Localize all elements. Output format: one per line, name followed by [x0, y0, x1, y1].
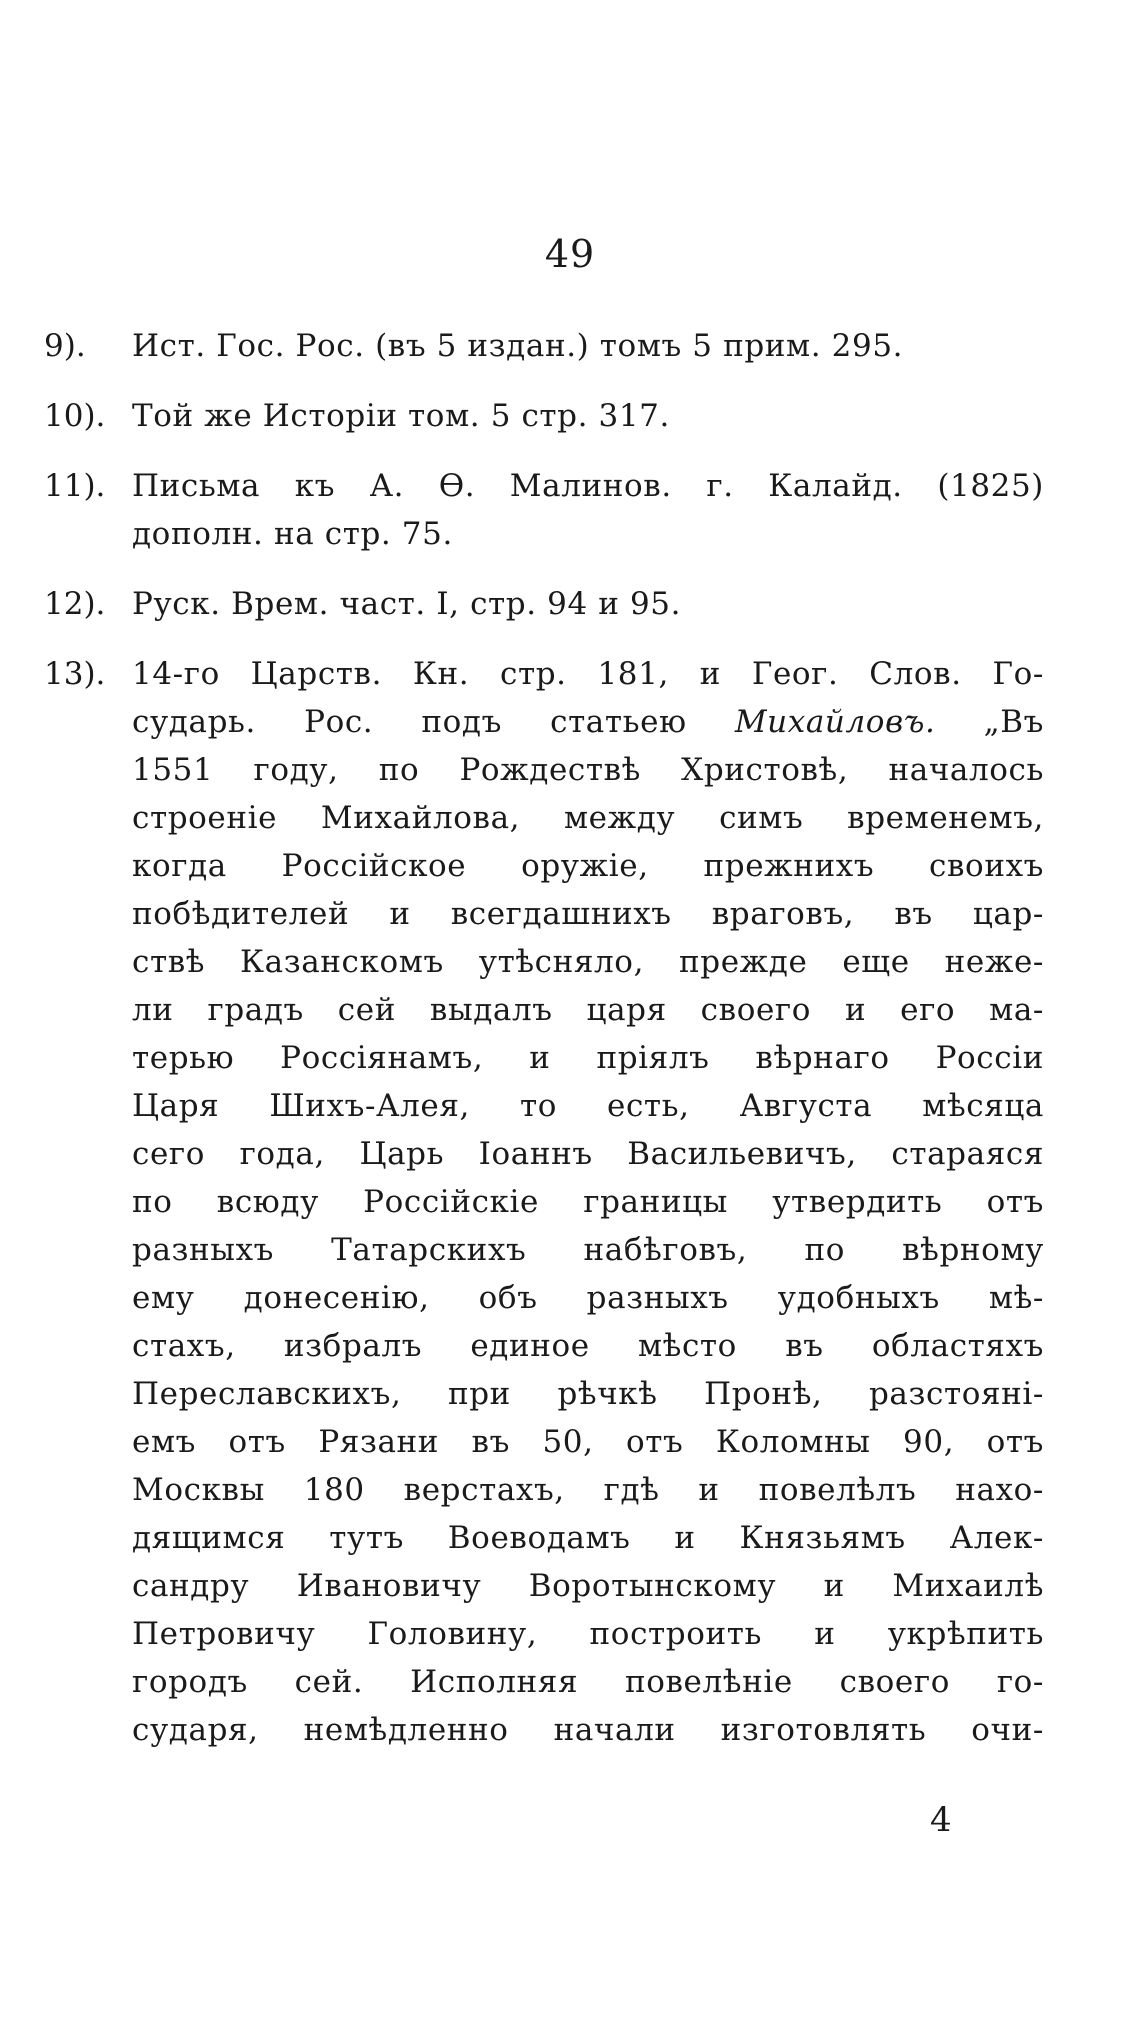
footnote-line: Той же Исторіи том. 5 стр. 317. — [132, 398, 670, 434]
footnote-line: дящимся тутъ Воеводамъ и Князьямъ Алек- — [132, 1520, 1044, 1556]
footnote-number: 13). — [44, 656, 106, 692]
footnote-line: Ист. Гос. Рос. (въ 5 издан.) томъ 5 прим. 295. — [132, 328, 904, 364]
footnote-number: 10). — [44, 398, 106, 434]
signature-mark: 4 — [930, 1800, 952, 1840]
footnote-text — [132, 392, 1044, 440]
footnote-number: 9). — [44, 328, 86, 364]
footnote-line: Переславскихъ, при рѣчкѣ Пронѣ, разстояні- — [132, 1376, 1044, 1412]
footnote-line: 1551 году, по Рождествѣ Христовѣ, началось — [132, 752, 1044, 788]
footnote-line: Петровичу Головину, построить и укрѣпить — [132, 1616, 1044, 1652]
footnote-line: ему донесенію, объ разныхъ удобныхъ мѣ- — [132, 1280, 1044, 1316]
footnote-12 — [44, 580, 1044, 628]
footnote-text — [132, 650, 1044, 1754]
footnote-line-text: сударь. Рос. подъ статьею — [132, 704, 687, 740]
footnote-line: Руск. Врем. част. I, стр. 94 и 95. — [132, 586, 682, 622]
footnote-line: сего года, Царь Іоаннъ Васильевичъ, стараяся — [132, 1136, 1044, 1172]
footnotes — [44, 322, 1044, 1776]
quote-start: „Въ — [983, 704, 1044, 740]
footnote-10 — [44, 392, 1044, 440]
footnote-line: Царя Шихъ-Алея, то есть, Августа мѣсяца — [132, 1088, 1044, 1124]
footnote-number: 12). — [44, 586, 106, 622]
footnote-line-with-title — [132, 698, 1044, 746]
footnote-13 — [44, 650, 1044, 1754]
footnote-line: емъ отъ Рязани въ 50, отъ Коломны 90, отъ — [132, 1424, 1044, 1460]
footnote-line: ли градъ сей выдалъ царя своего и его ма- — [132, 992, 1044, 1028]
footnote-line: 14-го Царств. Кн. стр. 181, и Геог. Слов. Го- — [132, 656, 1044, 692]
italic-title: Михайловъ. — [734, 704, 936, 740]
footnote-line: сандру Ивановичу Воротынскому и Михаилѣ — [132, 1568, 1044, 1604]
footnote-line: Москвы 180 верстахъ, гдѣ и повелѣлъ нахо- — [132, 1472, 1044, 1508]
footnote-line: по всюду Россійскіе границы утвердить отъ — [132, 1184, 1044, 1220]
footnote-line: сударя, немѣдленно начали изготовлять очи- — [132, 1712, 1044, 1748]
footnote-9 — [44, 322, 1044, 370]
footnote-line: когда Россійское оружіе, прежнихъ своихъ — [132, 848, 1044, 884]
footnote-line: строеніе Михайлова, между симъ временемъ, — [132, 800, 1044, 836]
footnote-line: разныхъ Татарскихъ набѣговъ, по вѣрному — [132, 1232, 1044, 1268]
page-number: 49 — [544, 232, 596, 276]
footnote-line: стахъ, избралъ единое мѣсто въ областяхъ — [132, 1328, 1044, 1364]
footnote-text — [132, 580, 1044, 628]
footnote-text — [132, 462, 1044, 558]
footnote-line: терью Россіянамъ, и пріялъ вѣрнаго Россіи — [132, 1040, 1044, 1076]
footnote-line: городъ сей. Исполняя повелѣніе своего го- — [132, 1664, 1044, 1700]
footnote-line: Письма къ А. Ѳ. Малинов. г. Калайд. (1825) — [132, 468, 1044, 504]
footnote-line: дополн. на стр. 75. — [132, 516, 453, 552]
footnote-line: ствѣ Казанскомъ утѣсняло, прежде еще неже- — [132, 944, 1044, 980]
footnote-number: 11). — [44, 468, 106, 504]
footnote-line: побѣдителей и всегдашнихъ враговъ, въ цар- — [132, 896, 1044, 932]
footnote-11 — [44, 462, 1044, 558]
footnote-text — [132, 322, 1044, 370]
